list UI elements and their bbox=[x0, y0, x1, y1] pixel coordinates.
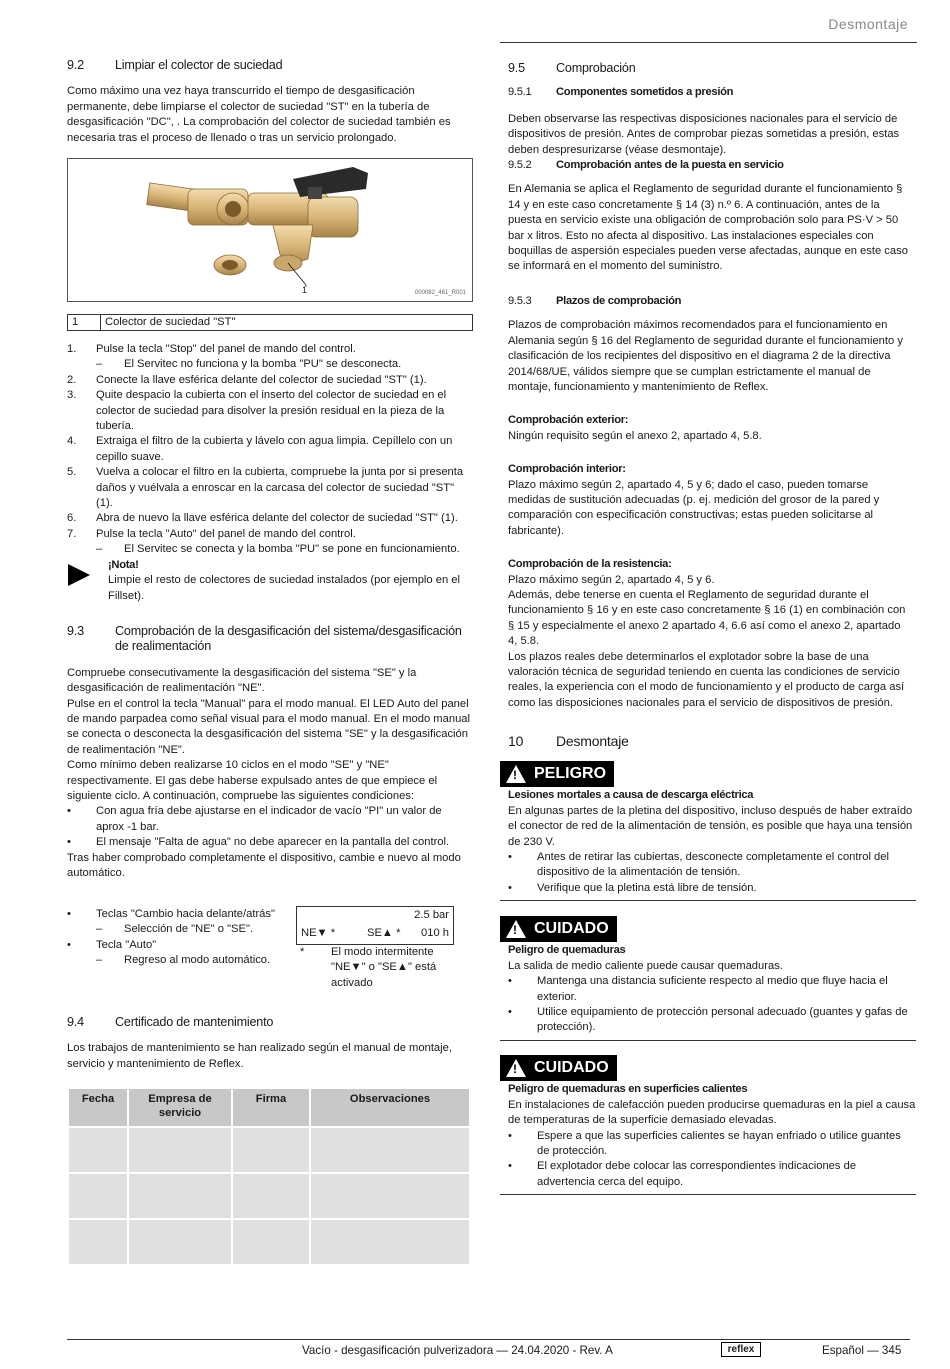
warning-badge bbox=[500, 1055, 617, 1081]
legend-label: Colector de suciedad "ST" bbox=[105, 316, 236, 328]
warning-badge bbox=[500, 916, 617, 942]
key-list bbox=[67, 907, 292, 969]
step-number: 7. bbox=[67, 527, 77, 540]
interior-text: Plazo máximo según 2, apartado 4, 5 y 6; dado el caso, pueden tomarse medidas de sustitución adecuadas (p. ej. medición del grosor de la pared y comparación con especificación constructivas; estas pueden solicitarse al fabricante). bbox=[508, 478, 880, 537]
warning-text: La salida de medio caliente puede causar quemaduras. bbox=[508, 959, 783, 972]
section-9-5-2-heading: 9.5.2 Comprobación antes de la puesta en servicio bbox=[508, 159, 784, 172]
resistance-text-2: Además, debe tenerse en cuenta el Reglamento de seguridad durante el funcionamiento § 16 y en este caso concretamente § 16 (1) en combinación con § 15 y especialmente el anexo 2 apartado 4, 6.6 así como el anexo 2, apartado 4, 5.8. bbox=[508, 588, 906, 648]
display-hours: 010 h bbox=[421, 927, 449, 939]
warning-block bbox=[500, 761, 916, 901]
warning-text: En instalaciones de calefacción pueden producirse quemaduras en la piel a causa de temperaturas de la superficie demasiado elevadas. bbox=[508, 1098, 916, 1127]
display-pressure: 2.5 bar bbox=[414, 909, 449, 921]
list-item-text: Utilice equipamiento de protección personal adecuado (guantes y gafas de protección). bbox=[537, 1006, 908, 1034]
warning-block bbox=[500, 916, 916, 1041]
step-item bbox=[67, 434, 472, 465]
step-result: – El Servitec no funciona y la bomba "PU" se desconecta. bbox=[67, 357, 472, 372]
display-ne: NE▼ * bbox=[301, 927, 336, 939]
list-item: • Antes de retirar las cubiertas, desconecte completamente el control del dispositivo de la alimentación de tensión. bbox=[508, 850, 916, 881]
step-text: Conecte la llave esférica delante del colector de suciedad "ST" (1). bbox=[96, 373, 427, 386]
section-9-4 bbox=[67, 1015, 472, 1072]
footnote-text: El modo intermitente "NE▼" o "SE▲" está activado bbox=[331, 946, 437, 989]
section-9-5-1-text: Deben observarse las respectivas disposiciones nacionales para el servicio de dispositivos de presión. Antes de comprobar piezas sometidas a presión, estas deben despresurizarse (véase desmontaje). bbox=[508, 112, 900, 156]
step-number: 4. bbox=[67, 435, 77, 448]
section-10 bbox=[508, 734, 912, 749]
warning-rule bbox=[500, 1194, 916, 1195]
list-item: • Utilice equipamiento de protección personal adecuado (guantes y gafas de protección). bbox=[508, 1005, 916, 1036]
section-9-2-steps bbox=[67, 342, 472, 558]
list-item: • Con agua fría debe ajustarse en el indicador de vacío "PI" un valor de aprox -1 bar. bbox=[67, 804, 472, 835]
section-9-5-3-heading: 9.5.3 Plazos de comprobación bbox=[508, 294, 682, 307]
section-10-heading: 10 Desmontaje bbox=[508, 733, 629, 749]
list-item-text: Verifique que la pletina está libre de tensión. bbox=[537, 881, 757, 894]
section-9-3-p3: Como mínimo deben realizarse 10 ciclos en el modo "SE" y "NE" respectivamente. El gas debe haberse expulsado antes de que empiece el siguiente ciclo. A continuación, compruebe las siguientes condiciones: bbox=[67, 759, 438, 803]
step-number: 3. bbox=[67, 389, 77, 402]
key-item-text: Tecla "Auto" bbox=[96, 938, 157, 951]
list-item: • Verifique que la pletina está libre de tensión. bbox=[508, 881, 916, 896]
col-empresa: Empresa de servicio bbox=[129, 1089, 231, 1126]
list-item-text: Espere a que las superficies calientes se hayan enfriado o utilice guantes de protección. bbox=[537, 1129, 901, 1158]
header-rule bbox=[500, 42, 917, 43]
section-9-2-intro: Como máximo una vez haya transcurrido el tiempo de desgasificación permanente, debe limpiarse el colector de suciedad "ST" en la tubería de desgasificación "DC", . La comprobación del colector de suciedad también es necesaria tras el proceso de llenado o tras un servicio prolongado. bbox=[67, 85, 451, 144]
list-item-text: Mantenga una distancia suficiente respecto al medio que fluye hacia el exterior. bbox=[537, 975, 888, 1003]
display-se: SE▲ * bbox=[367, 927, 401, 939]
section-9-2 bbox=[67, 58, 472, 146]
interior-heading: Comprobación interior: bbox=[508, 463, 626, 476]
section-9-5-heading: 9.5 Comprobación bbox=[508, 61, 636, 75]
strainer-figure bbox=[67, 158, 473, 302]
warning-title: Peligro de quemaduras bbox=[508, 944, 626, 957]
list-item-text: Con agua fría debe ajustarse en el indicador de vacío "PI" un valor de aprox -1 bar. bbox=[96, 805, 442, 833]
legend-num: 1 bbox=[68, 315, 101, 330]
figure-code: 000082_461_R001 bbox=[414, 290, 466, 296]
strainer-illustration bbox=[68, 159, 472, 301]
step-item bbox=[67, 465, 472, 511]
warning-body bbox=[500, 788, 916, 896]
list-item: • Espere a que las superficies calientes se hayan enfriado o utilice guantes de protección. bbox=[508, 1129, 916, 1160]
figure-legend bbox=[67, 314, 473, 331]
table-row bbox=[69, 1220, 469, 1264]
step-item bbox=[67, 511, 472, 526]
warning-title: Peligro de quemaduras en superficies calientes bbox=[508, 1083, 748, 1096]
list-item: • El mensaje "Falta de agua" no debe aparecer en la pantalla del control. bbox=[67, 835, 472, 850]
section-9-4-intro: Los trabajos de mantenimiento se han realizado según el manual de montaje, servicio y mantenimiento de Reflex. bbox=[67, 1042, 452, 1070]
key-item: • Teclas "Cambio hacia delante/atrás" bbox=[67, 907, 292, 922]
step-text: Pulse la tecla "Auto" del panel de mando del control. bbox=[96, 527, 356, 540]
note-box bbox=[108, 558, 472, 604]
step-result-text: El Servitec no funciona y la bomba "PU" se desconecta. bbox=[124, 358, 402, 371]
section-9-3-p1: Compruebe consecutivamente la desgasificación del sistema "SE" y la desgasificación de realimentación "NE". bbox=[67, 666, 417, 695]
exterior-text: Ningún requisito según el anexo 2, apartado 4, 5.8. bbox=[508, 429, 762, 442]
step-number: 5. bbox=[67, 466, 77, 479]
note-text: Limpie el resto de colectores de suciedad instalados (por ejemplo en el Fillset). bbox=[108, 574, 460, 602]
warning-body bbox=[500, 1082, 916, 1190]
resistance-text-1: Plazo máximo según 2, apartado 4, 5 y 6. bbox=[508, 573, 715, 586]
note-title: ¡Nota! bbox=[108, 559, 139, 571]
col-observaciones: Observaciones bbox=[311, 1089, 469, 1126]
step-result-text: El Servitec se conecta y la bomba "PU" se pone en funcionamiento. bbox=[124, 543, 460, 556]
list-item-text: El mensaje "Falta de agua" no debe aparecer en la pantalla del control. bbox=[96, 836, 450, 849]
footer-doc: Vacío - desgasificación pulverizadora — 24.04.2020 - Rev. A bbox=[302, 1344, 613, 1357]
exterior-heading: Comprobación exterior: bbox=[508, 414, 629, 427]
warning-title: Lesiones mortales a causa de descarga eléctrica bbox=[508, 789, 754, 802]
reflex-logo: reflex bbox=[721, 1342, 761, 1357]
key-result-text: Selección de "NE" o "SE". bbox=[124, 923, 254, 936]
maintenance-table bbox=[67, 1087, 471, 1266]
figure-callout: 1 bbox=[302, 285, 308, 295]
step-item bbox=[67, 527, 472, 542]
section-9-5-3-text: Plazos de comprobación máximos recomendados para el funcionamiento en Alemania según § 16 del Reglamento de seguridad durante el funcionamiento y clasificación de los recipientes del dispositivo en el diagrama 2 de la directiva 2014/68/UE, válidos siempre que se cumplan estrictamente el manual de montaje, funcionamiento y mantenimiento de Reflex. bbox=[508, 319, 903, 393]
warning-badge bbox=[500, 761, 614, 787]
warning-badge-label: CUIDADO bbox=[534, 920, 609, 938]
warning-block bbox=[500, 1055, 916, 1195]
section-9-3-heading: 9.3 Comprobación de la desgasificación del sistema/desgasificación de realimentación bbox=[67, 624, 462, 654]
warning-triangle-icon: ! bbox=[506, 1059, 526, 1077]
list-item: • Mantenga una distancia suficiente respecto al medio que fluye hacia el exterior. bbox=[508, 974, 916, 1005]
list-item-text: Antes de retirar las cubiertas, desconecte completamente el control del dispositivo de la alimentación de tensión. bbox=[537, 851, 889, 879]
step-result: – El Servitec se conecta y la bomba "PU" se pone en funcionamiento. bbox=[67, 542, 472, 557]
resistance-text-3: Los plazos reales debe determinarlos el explotador sobre la base de una valoración técnica de seguridad teniendo en cuenta las condiciones de servicio reales, la experiencia con el modo de funcionamiento y el producto de carga así como las disposiciones nacionales para el servicio de dispositivos de presión. bbox=[508, 650, 905, 709]
warning-badge-label: PELIGRO bbox=[534, 765, 607, 783]
step-item bbox=[67, 373, 472, 388]
section-9-5 bbox=[508, 61, 912, 711]
key-result: – Regreso al modo automático. bbox=[67, 953, 292, 968]
step-text: Abra de nuevo la llave esférica delante del colector de suciedad "ST" (1). bbox=[96, 512, 458, 525]
step-text: Pulse la tecla "Stop" del panel de mando del control. bbox=[96, 343, 356, 355]
section-9-4-heading: 9.4 Certificado de mantenimiento bbox=[67, 1015, 274, 1029]
section-9-3-p2: Pulse en el control la tecla "Manual" para el modo manual. El LED Auto del panel de mando parpadea como señal visual para el modo manual. En el modo manual se conecta o desconecta la desgasificación del sistema "SE" y la desgasificación de realimentación "NE". bbox=[67, 697, 470, 756]
section-9-2-heading: 9.2 Limpiar el colector de suciedad bbox=[67, 58, 283, 72]
warning-rule bbox=[500, 900, 916, 901]
step-text: Vuelva a colocar el filtro en la cubierta, compruebe la junta por si presenta daños y vuélvala a enroscar en la carcasa del colector de suciedad "ST" (1). bbox=[96, 466, 464, 510]
step-item bbox=[67, 388, 472, 434]
step-item bbox=[67, 342, 472, 357]
step-number: 1. bbox=[67, 343, 77, 355]
key-item-text: Teclas "Cambio hacia delante/atrás" bbox=[96, 908, 275, 920]
section-9-3-p4: Tras haber comprobado completamente el dispositivo, cambie e nuevo al modo automático. bbox=[67, 851, 461, 880]
step-number: 2. bbox=[67, 373, 77, 386]
warning-text: En algunas partes de la pletina del dispositivo, incluso después de haber extraído el conector de red de la alimentación de tensión, es posible que haya una tensión de 230 V. bbox=[508, 804, 913, 848]
header-section-title: Desmontaje bbox=[828, 16, 908, 32]
step-text: Quite despacio la cubierta con el inserto del colector de suciedad en el colector de suciedad para disolver la presión residual en la pieza de la tubería. bbox=[96, 389, 447, 433]
key-result: – Selección de "NE" o "SE". bbox=[67, 922, 292, 937]
step-number: 6. bbox=[67, 512, 77, 525]
section-9-3 bbox=[67, 624, 472, 882]
footnote-mark: * bbox=[300, 946, 305, 958]
warning-body bbox=[500, 943, 916, 1035]
warning-badge-label: CUIDADO bbox=[534, 1059, 609, 1077]
controller-display bbox=[296, 906, 454, 945]
resistance-heading: Comprobación de la resistencia: bbox=[508, 558, 672, 571]
key-item: • Tecla "Auto" bbox=[67, 938, 292, 953]
list-item-text: El explotador debe colocar las correspondientes indicaciones de advertencia cerca del equipo. bbox=[537, 1160, 857, 1188]
footer-rule bbox=[67, 1339, 910, 1340]
warning-triangle-icon: ! bbox=[506, 920, 526, 938]
key-result-text: Regreso al modo automático. bbox=[124, 954, 271, 967]
list-item: • El explotador debe colocar las correspondientes indicaciones de advertencia cerca del equipo. bbox=[508, 1159, 916, 1190]
section-9-5-1-heading: 9.5.1 Componentes sometidos a presión bbox=[508, 86, 734, 99]
table-row bbox=[69, 1174, 469, 1218]
section-9-5-2-text: En Alemania se aplica el Reglamento de seguridad durante el funcionamiento § 14 y en este caso concretamente § 14 (3) n.º 6. A continuación, antes de la puesta en servicio existe una obligación de comprobación solo para PS·V > 50 bar x litros. Esto no afecta al dispositivo. Las instalaciones especiales con boquillas de aspersión especiales pueden verse afectadas, aunque en este caso se informará en el momento del suministro. bbox=[508, 183, 908, 273]
table-row bbox=[69, 1128, 469, 1172]
footer-page: Español — 345 bbox=[822, 1344, 902, 1357]
warning-triangle-icon: ! bbox=[506, 765, 526, 783]
col-firma: Firma bbox=[233, 1089, 309, 1126]
warning-rule bbox=[500, 1040, 916, 1041]
col-fecha: Fecha bbox=[69, 1089, 127, 1126]
step-text: Extraiga el filtro de la cubierta y lávelo con agua limpia. Cepíllelo con un cepillo suave. bbox=[96, 435, 453, 463]
note-arrow-icon bbox=[68, 564, 90, 586]
